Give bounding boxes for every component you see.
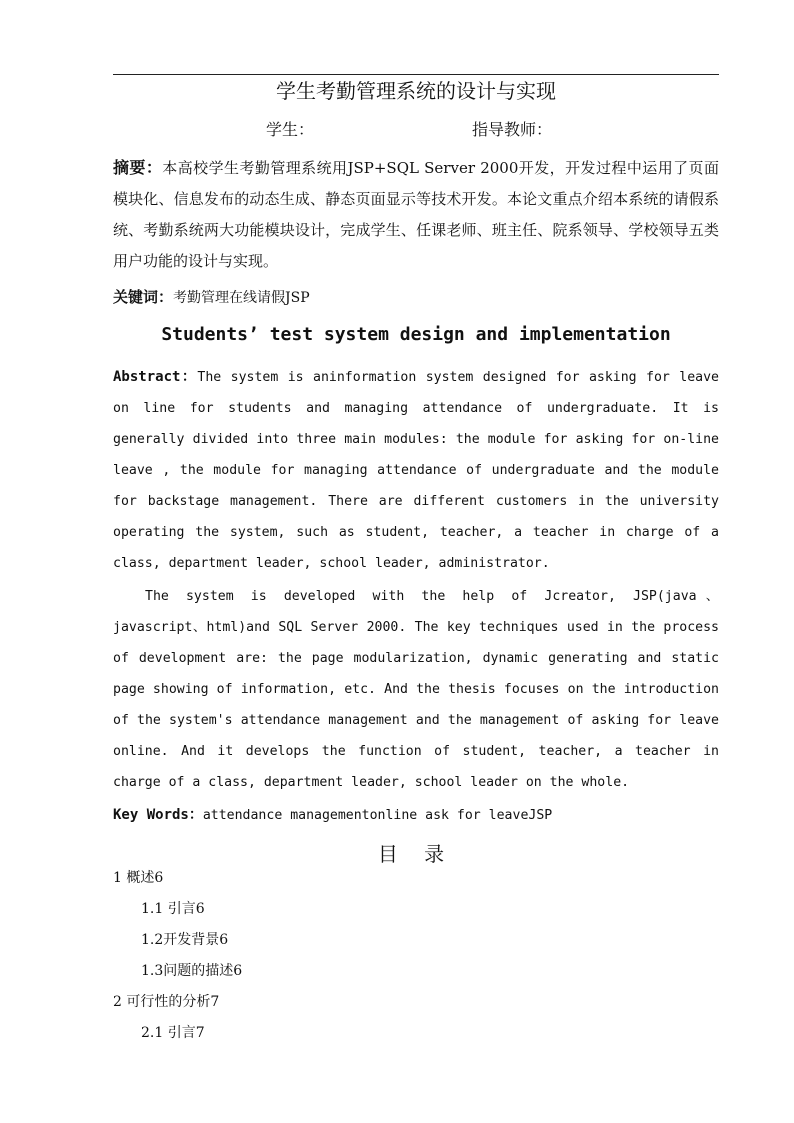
advisor-label: 指导教师： — [472, 120, 553, 139]
keywords-cn — [113, 284, 719, 311]
toc-item[interactable]: 2.1 引言7 — [141, 1025, 205, 1041]
abstract-cn — [113, 152, 719, 277]
abstract-en-p1-text: The system is aninformation system designed for asking for leave on line for students and managing attendance of undergraduate. It is generally divided into three main modules: the module for asking for on-line leave , the module for managing attendance of undergraduate and the module for backstage management. There are different customers in the university operating the system, such as student, teacher, a teacher in charge of a class, department leader, school leader, administrator. — [113, 370, 719, 571]
abstract-en-p2: The system is developed with the help of Jcreator, JSP(java、javascript、html)and SQL Server 2000. The key techniques used in the process of development are: the page modularization, dynamic generating and static page showing of information, etc. And the thesis focuses on the introduction of the system's attendance management and the management of asking for leave online. And it develops the function of student, teacher, a teacher in charge of a class, department leader, school leader on the whole. — [113, 589, 719, 790]
keywords-cn-text: 考勤管理在线请假JSP — [173, 290, 310, 306]
header-rule — [113, 74, 719, 75]
toc-item[interactable]: 2 可行性的分析7 — [113, 994, 220, 1010]
abstract-en-p1 — [113, 362, 719, 579]
toc-item[interactable]: 1.2开发背景6 — [141, 932, 229, 948]
toc-item[interactable]: 1.1 引言6 — [141, 901, 205, 917]
abstract-en-label: Abstract： — [113, 369, 198, 385]
keywords-cn-label: 关键词： — [113, 288, 174, 306]
keywords-en-text: attendance managementonline ask for leaveJSP — [202, 808, 553, 823]
abstract-cn-label: 摘要： — [113, 158, 163, 177]
toc-item[interactable]: 1 概述6 — [113, 870, 164, 886]
english-title: Students’ test system design and implementation — [161, 324, 671, 345]
keywords-en-label: Key Words： — [113, 807, 203, 823]
student-label: 学生： — [266, 120, 315, 139]
toc-item[interactable]: 1.3问题的描述6 — [141, 963, 243, 979]
keywords-en — [113, 802, 719, 829]
abstract-cn-text: 本高校学生考勤管理系统用JSP+SQL Server 2000开发，开发过程中运用了页面模块化、信息发布的动态生成、静态页面显示等技术开发。本论文重点介绍本系统的请假系统、考勤系统两大功能模块设计，完成学生、任课老师、班主任、院系领导、学校领导五类用户功能的设计与实现。 — [113, 159, 719, 270]
toc-title: 目 录 — [377, 842, 455, 866]
thesis-title: 学生考勤管理系统的设计与实现 — [276, 79, 556, 103]
